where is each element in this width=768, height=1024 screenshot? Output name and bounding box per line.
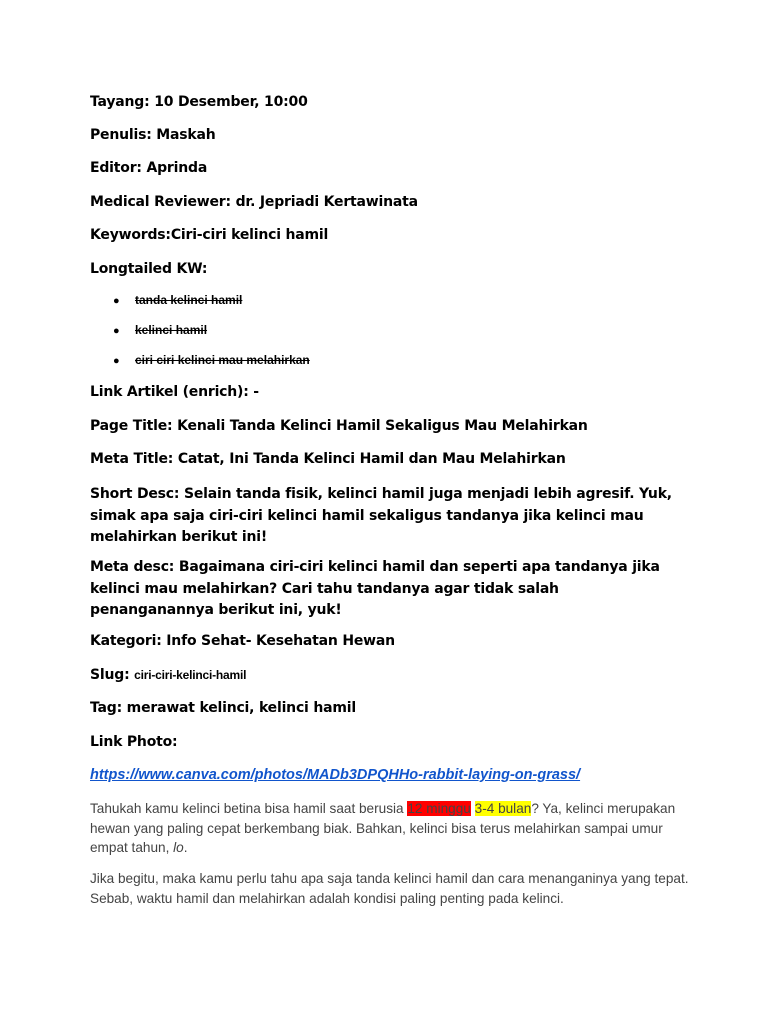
body-paragraph-1: Tahukah kamu kelinci betina bisa hamil saat berusia 12 minggu 3-4 bulan? Ya, kelinci merupakan hewan yang paling cepat berkembang biak. Bahkan, kelinci bisa terus melahirkan sampai umur empat tahun, lo.	[90, 801, 676, 855]
link-photo-label: Link Photo:	[90, 734, 178, 750]
bullet-icon: ●	[113, 355, 120, 367]
editor-line: Editor: Aprinda	[90, 160, 208, 176]
medical-reviewer-line: Medical Reviewer: dr. Jepriadi Kertawinata	[90, 194, 418, 210]
link-artikel-line: Link Artikel (enrich): -	[90, 384, 259, 400]
longtailed-item: ● ciri ciri kelinci mau melahirkan	[113, 353, 310, 367]
slug-line	[90, 667, 680, 683]
longtailed-kw-label: Longtailed KW:	[90, 261, 208, 277]
tayang-line: Tayang: 10 Desember, 10:00	[90, 94, 308, 110]
longtailed-item: ● kelinci hamil	[113, 323, 208, 337]
meta-title-line: Meta Title: Catat, Ini Tanda Kelinci Hamil dan Mau Melahirkan	[90, 451, 566, 467]
meta-desc-paragraph: Meta desc: Bagaimana ciri-ciri kelinci hamil dan seperti apa tandanya jika kelinci mau melahirkan? Cari tahu tandanya agar tidak salah penanganannya berikut ini, yuk!	[90, 559, 660, 618]
link-photo-url[interactable]: https://www.canva.com/photos/MADb3DPQHHo-rabbit-laying-on-grass/	[90, 767, 581, 783]
longtailed-item: ● tanda kelinci hamil	[113, 293, 243, 307]
penulis-line: Penulis: Maskah	[90, 127, 216, 143]
body-paragraph-2: Jika begitu, maka kamu perlu tahu apa saja tanda kelinci hamil dan cara menanganinya yang tepat. Sebab, waktu hamil dan melahirkan adalah kondisi paling penting pada kelinci.	[90, 871, 689, 906]
short-desc-paragraph: Short Desc: Selain tanda fisik, kelinci hamil juga menjadi lebih agresif. Yuk, simak apa saja ciri-ciri kelinci hamil sekaligus tandanya jika kelinci mau melahirkan berikut ini!	[90, 486, 672, 545]
highlight-red: 12 minggu	[407, 801, 471, 816]
bullet-icon: ●	[113, 325, 120, 337]
kategori-line: Kategori: Info Sehat- Kesehatan Hewan	[90, 633, 395, 649]
tag-line: Tag: merawat kelinci, kelinci hamil	[90, 700, 356, 716]
bullet-icon: ●	[113, 295, 120, 307]
page-title-line: Page Title: Kenali Tanda Kelinci Hamil Sekaligus Mau Melahirkan	[90, 418, 588, 434]
slug-value: ciri-ciri-kelinci-hamil	[134, 668, 247, 682]
keywords-line: Keywords:Ciri-ciri kelinci hamil	[90, 227, 329, 243]
slug-label: Slug:	[90, 667, 135, 683]
highlight-yellow: 3-4 bulan	[474, 801, 532, 816]
